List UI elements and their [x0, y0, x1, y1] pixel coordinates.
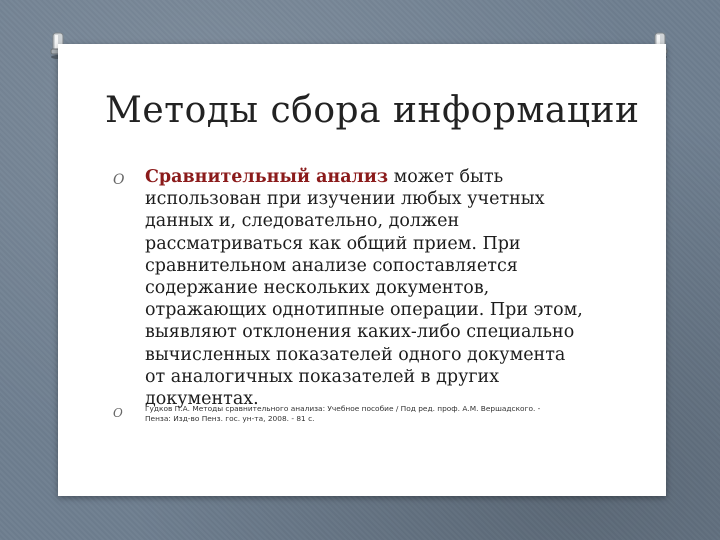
- reference-bullet: [113, 404, 543, 424]
- main-bullet: [113, 166, 583, 410]
- highlight-term: Сравнительный анализ: [145, 167, 389, 187]
- main-bullet-body: может быть использован при изучении любых учетных данных и, следовательно, должен рассматриваться как общий прием. При сравнительном анализе сопоставляется содержание нескольких документов, отражающих однотипные операции. При этом, выявляют отклонения каких-либо специально вычисленных показателей одного документа от аналогичных показателей в других документах.: [145, 167, 583, 410]
- bullet-marker-icon: O: [113, 406, 123, 420]
- reference-text: Гудков П.А. Методы сравнительного анализа: Учебное пособие / Под ред. проф. А.М. Вершадского. - Пенза: Изд-во Пенз. гос. ун-та, 2008. - 81 с.: [145, 404, 541, 423]
- main-bullet-text: [145, 166, 583, 410]
- bullet-marker-icon: O: [113, 172, 125, 188]
- slide-title: Методы сбора информации: [105, 90, 640, 131]
